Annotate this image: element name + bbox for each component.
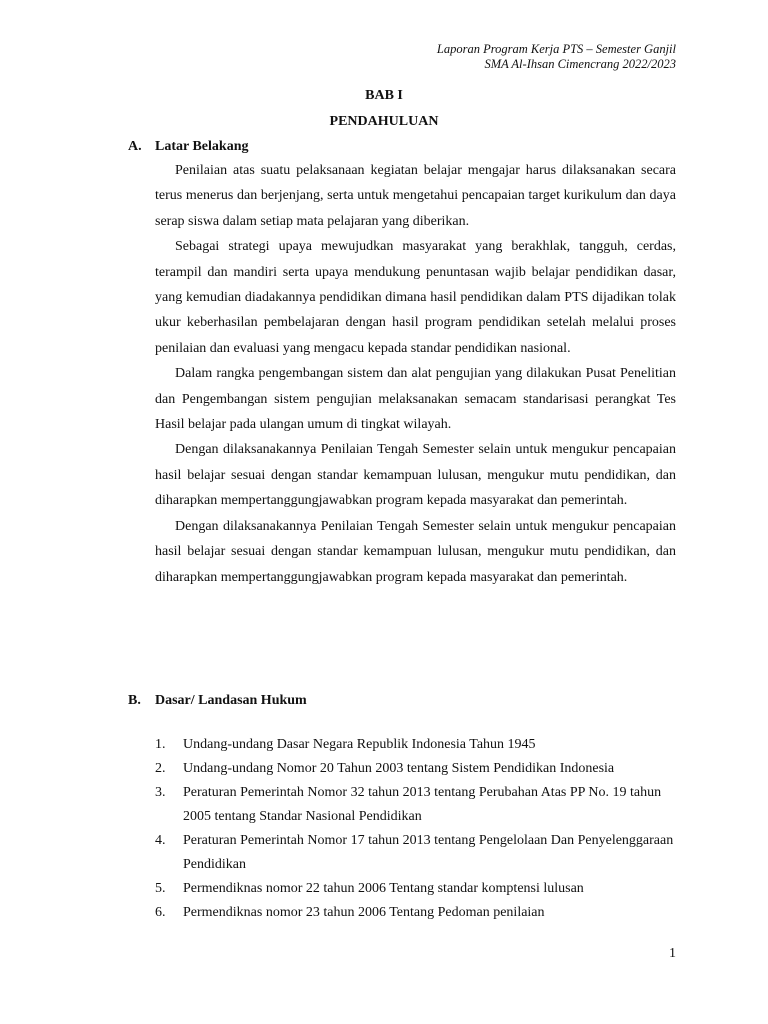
list-text: Undang-undang Nomor 20 Tahun 2003 tentang Sistem Pendidikan Indonesia [183,761,615,776]
list-item [155,757,676,781]
legal-basis-list [155,733,676,925]
chapter-title: PENDAHULUAN [329,114,439,129]
paragraph: Dengan dilaksanakannya Penilaian Tengah Semester selain untuk mengukur pencapaian hasil belajar sesuai dengan standar kemampuan lulusan, mengukur mutu pendidikan, dan diharapkan mempertanggungjawabkan program kepada masyarakat dan pemerintah. [155,518,676,585]
list-item [155,901,676,925]
list-item [155,829,676,877]
list-number: 5. [155,881,166,896]
list-text: Undang-undang Dasar Negara Republik Indonesia Tahun 1945 [183,737,536,752]
list-item [155,877,676,901]
list-item [155,781,676,829]
paragraph: Dalam rangka pengembangan sistem dan alat pengujian yang dilakukan Pusat Penelitian dan Pengembangan sistem pengujian melaksanakan semacam standarisasi perangkat Tes Hasil belajar pada ulangan umum di tingkat wilayah. [155,366,676,433]
section-b-marker: B. [128,693,141,708]
section-b-heading [128,693,307,709]
list-text: Permendiknas nomor 23 tahun 2006 Tentang Pedoman penilaian [183,905,545,920]
paragraph: Dengan dilaksanakannya Penilaian Tengah Semester selain untuk mengukur pencapaian hasil belajar sesuai dengan standar kemampuan lulusan, mengukur mutu pendidikan, dan diharapkan mempertanggungjawabkan program kepada masyarakat dan pemerintah. [155,442,676,509]
section-b-title: Dasar/ Landasan Hukum [155,693,307,708]
section-a-title: Latar Belakang [155,139,249,154]
chapter-number: BAB I [365,88,403,103]
header-report-title: Laporan Program Kerja PTS – Semester Ganjil [436,42,676,56]
list-number: 4. [155,833,166,848]
page-number: 1 [669,946,676,961]
list-item [155,733,676,757]
list-text: Permendiknas nomor 22 tahun 2006 Tentang standar komptensi lulusan [183,881,584,896]
section-a-marker: A. [128,139,142,154]
paragraph: Penilaian atas suatu pelaksanaan kegiatan belajar mengajar harus dilaksanakan secara terus menerus dan berjenjang, serta untuk mengetahui pencapaian target kurikulum dan daya serap siswa dalam setiap mata pelajaran yang diberikan. [155,163,676,229]
list-text: Peraturan Pemerintah Nomor 32 tahun 2013 tentang Perubahan Atas PP No. 19 tahun 2005 tentang Standar Nasional Pendidikan [183,785,662,824]
list-text: Peraturan Pemerintah Nomor 17 tahun 2013 tentang Pengelolaan Dan Penyelenggaraan Pendidikan [183,833,674,872]
paragraph: Sebagai strategi upaya mewujudkan masyarakat yang berakhlak, tangguh, cerdas, terampil dan mandiri serta upaya mendukung penuntasan wajib belajar pendidikan dasar, yang kemudian diadakannya pendidikan dimana hasil pendidikan dalam PTS dijadikan tolak ukur keberhasilan pembelajaran dengan hasil program pendidikan setelah melalui proses penilaian dan evaluasi yang mengacu kepada standar pendidikan nasional. [155,239,676,356]
section-a-body [155,158,676,590]
list-number: 1. [155,737,166,752]
list-number: 2. [155,761,166,776]
list-number: 3. [155,785,166,800]
running-header [437,42,676,72]
list-number: 6. [155,905,166,920]
section-a-heading [128,139,248,155]
header-school-year: SMA Al-Ihsan Cimencrang 2022/2023 [484,57,676,71]
